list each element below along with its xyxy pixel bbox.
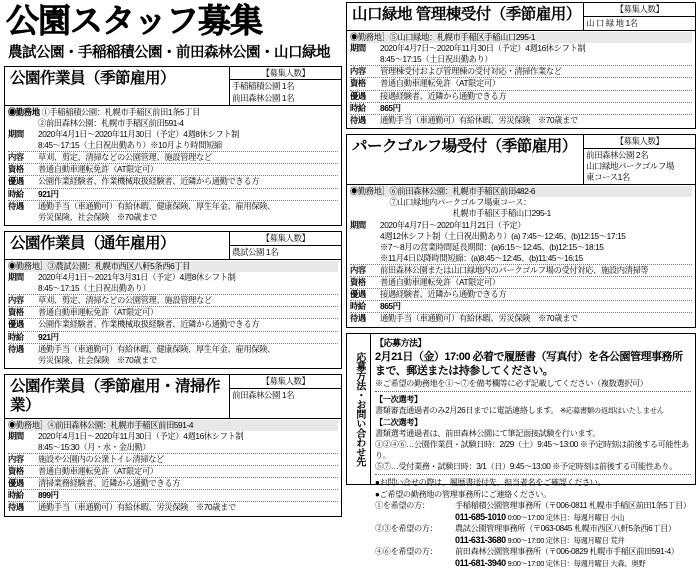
count-body <box>584 149 695 185</box>
preference-label: 優遇 <box>8 176 24 187</box>
first-screening-heading: 【一次選考】 <box>375 395 422 405</box>
qualification-label: 資格 <box>350 277 366 288</box>
job-details <box>347 31 695 128</box>
count-item: 農試公園 1名 <box>232 246 279 257</box>
preference-text: 公園作業経験者、作業機械取扱経験者、近隣から通勤できる方 <box>38 319 260 330</box>
second-screening-line: ⑤⑦…受付業務・試験日時：3/1（日）9:45～13:00 ※予定時刻は前後する可能性あり。 <box>375 462 677 472</box>
place-text: ◉勤務地］③農試公園：札幌市西区八軒5条西6丁目 <box>8 261 338 272</box>
detail-place <box>350 186 692 197</box>
job-details <box>5 260 341 368</box>
contact-org: 前田森林公園管理事務所（〒006-0829 札幌市手稲区前田591-4） <box>455 547 679 557</box>
detail-place <box>350 197 692 208</box>
place-text: ◉勤務地］⑥前田森林公園：札幌市手稲区前田482-6 <box>350 186 692 197</box>
contact-item-phone <box>375 534 691 546</box>
period-text: 8:45～15:30（月・水・金出勤） <box>38 441 151 452</box>
wage-value: 921円 <box>38 188 59 199</box>
detail-treatment <box>8 344 338 366</box>
job-card-header <box>5 232 341 260</box>
preference-label: 優遇 <box>8 478 24 489</box>
job-title: 公園作業員（通年雇用） <box>10 234 176 252</box>
preference-text: 接遇経験者、近隣から通勤できる方 <box>380 90 507 101</box>
period-text: 2020年4月7日～2020年11月21日（予定） <box>380 219 526 230</box>
detail-wage <box>8 490 338 502</box>
period-label: 期間 <box>8 430 24 441</box>
place-text: 札幌市手稲区手稲山口295-1 <box>350 208 551 219</box>
preference-text: 公園作業経験者、作業機械取扱経験者、近隣から通勤できる方 <box>38 176 260 187</box>
apply-and-contact-box <box>346 333 696 569</box>
detail-qualification <box>350 78 692 90</box>
contact-hours: 9:00～17:00 定休日：毎週月曜日 <box>507 535 609 545</box>
place-label: ◉勤務地 <box>8 106 40 117</box>
contact-bullet: ●ご希望の勤務地の管理事務所にご連絡ください。 <box>375 489 551 499</box>
detail-period <box>8 431 338 454</box>
count-item: 山 口 緑 地 1名 <box>586 17 638 28</box>
treatment-text: 通勤手当（車通勤可）有給休暇、健康保険、厚生年金、雇用保険、 <box>38 343 275 354</box>
contact-item-phone <box>375 511 691 523</box>
left-column <box>4 2 342 522</box>
treatment-label: 待遇 <box>350 114 366 125</box>
detail-preference <box>8 478 338 490</box>
job-card <box>346 2 696 129</box>
detail-place <box>350 32 692 43</box>
contact-person: 小山 <box>610 512 625 522</box>
contact-bullet: ●お問い合せの際は、履歴書送付先、担当者名をご確認ください。 <box>375 478 606 488</box>
qualification-label: 資格 <box>8 307 24 318</box>
treatment-label: 待遇 <box>350 313 366 324</box>
job-title: パークゴルフ場受付（季節雇用） <box>352 137 577 155</box>
count-label: 【募集人数】 <box>584 3 695 17</box>
contact-item <box>375 523 691 534</box>
contact-person: 荒井 <box>610 535 625 545</box>
job-details <box>347 185 695 326</box>
divider <box>375 391 691 392</box>
place-text: ◉勤務地］④前田森林公園：札幌市手稲区前田591-4 <box>8 420 338 431</box>
contact-org: 手稲稲積公園管理事務所（〒006-0811 札幌市手稲区前田1条5丁目） <box>455 500 691 510</box>
wage-value: 921円 <box>38 331 59 342</box>
detail-place <box>8 107 338 118</box>
detail-period <box>8 129 338 152</box>
content-label: 内容 <box>350 66 366 77</box>
contact-target: ①を希望の方： <box>375 500 430 510</box>
detail-wage <box>8 332 338 344</box>
period-text: 2020年4月1日～2020年11月30日（予定）4週16休シフト制 <box>38 430 244 441</box>
detail-preference <box>8 176 338 188</box>
period-text: 8:45～17:15（土日祝出勤あり） <box>380 54 493 65</box>
treatment-label: 待遇 <box>8 200 24 211</box>
content-text: 施設や公園内の公衆トイレ清掃など <box>38 453 164 464</box>
place-text: ◉勤務地］⑤山口緑地：札幌市手稲区手稲山口295-1 <box>350 32 692 43</box>
period-text: 2020年4月1日～2021年3月31日（予定）4週8休シフト制 <box>38 272 236 282</box>
contact-hours: 0:00～17:00 定休日：毎週月曜日 <box>507 512 609 522</box>
qualification-text: 普通自動車運転免許（AT限定可） <box>380 78 500 89</box>
qualification-label: 資格 <box>8 164 24 175</box>
first-screening-main: 書類審査通過者のみ2月26日までに電話連絡します。 <box>375 406 559 416</box>
count-label: 【募集人数】 <box>230 67 341 81</box>
apply-heading: 【応募方法】 <box>375 337 427 348</box>
detail-content <box>350 265 692 277</box>
count-box <box>229 232 341 259</box>
contact-list <box>375 500 691 569</box>
detail-wage <box>8 189 338 201</box>
page-title: 公園スタッフ募集 <box>6 1 262 40</box>
page-subtitle: 農試公園・手稲稲積公園・前田森林公園・山口緑地 <box>8 44 330 61</box>
detail-place <box>350 208 692 219</box>
period-text: 8:45～17:15（土日祝出勤あり） <box>38 283 151 294</box>
count-item: 手稲稲積公園 1名 <box>232 81 295 92</box>
apply-sidebar-text: 応募方法・お問い合わせ先 <box>353 351 365 466</box>
job-card <box>4 231 342 369</box>
detail-preference <box>8 319 338 331</box>
qualification-text: 普通自動車運転免許（AT限定可） <box>380 277 500 288</box>
detail-place <box>8 420 338 431</box>
treatment-text: 通勤手当（車通勤可）有給休暇、労災保険 ※70歳まで <box>380 313 578 324</box>
wage-value: 899円 <box>38 490 59 501</box>
period-text: ※11月4日以降時間短縮：(a)8:45～12:45、(b)11:45～16:15 <box>380 252 583 263</box>
detail-content <box>350 66 692 78</box>
preference-label: 優遇 <box>350 289 366 300</box>
qualification-text: 普通自動車運転免許（AT限定可） <box>38 307 158 318</box>
treatment-text: 労災保険、社会保険 ※70歳まで <box>38 354 157 365</box>
qualification-text: 普通自動車運転免許（AT限定可） <box>38 466 158 477</box>
contact-item <box>375 500 691 511</box>
treatment-text: 労災保険、社会保険 ※70歳まで <box>38 211 157 222</box>
count-box <box>583 135 695 184</box>
right-column <box>346 2 696 569</box>
period-label: 期間 <box>350 219 366 230</box>
count-item: 山口緑地パークゴルフ場 <box>586 160 674 171</box>
count-item: 前田森林公園 1名 <box>232 389 295 400</box>
job-card-header <box>5 375 341 419</box>
detail-treatment <box>350 313 692 324</box>
detail-wage <box>350 301 692 313</box>
detail-treatment <box>8 201 338 223</box>
treatment-text: 通勤手当（車通勤可）有給休暇、労災保険 ※70歳まで <box>38 502 236 513</box>
period-text: 4週12休シフト制（土日祝出勤あり）(a) 7:45～12:45、(b)12:15～17:15 <box>380 230 626 241</box>
job-card <box>346 134 696 328</box>
apply-sidebar-label <box>347 334 371 484</box>
period-text: 8:45～17:15（土日祝出勤あり）※10月より時間短縮 <box>38 140 222 151</box>
contact-target: ④⑥を希望の方： <box>375 547 438 557</box>
period-text: ※7～8月の営業時間延長期間：(a)6:15～12:45、(b)12:15～18:15 <box>380 241 604 252</box>
job-details <box>5 106 341 225</box>
period-label: 期間 <box>8 129 24 140</box>
contact-target: ②③を希望の方： <box>375 523 438 533</box>
apply-body <box>371 334 695 569</box>
place-text: ①手稲稲積公園：札幌市手稲区前田1条5丁目 <box>41 106 200 117</box>
detail-place <box>8 261 338 272</box>
count-item: 前田森林公園 1名 <box>232 92 295 103</box>
preference-label: 優遇 <box>350 90 366 101</box>
contact-item <box>375 546 691 557</box>
detail-treatment <box>8 502 338 513</box>
count-label: 【募集人数】 <box>584 135 695 149</box>
wage-label: 時給 <box>8 490 24 501</box>
period-text: 2020年4月7日～2020年11月30日（予定）4週16休シフト制 <box>380 43 586 54</box>
count-body <box>230 246 341 259</box>
apply-deadline-note: ※ご希望の勤務地を①～⑦を備考欄等に必ず記載してください（複数選択可） <box>375 379 648 389</box>
period-text: 2020年4月1日～2020年11月30日（予定）4週8休シフト制 <box>38 129 240 140</box>
second-screening-text: 書類選考通過者は、前田森林公園にて筆記面接試験を行います。 <box>375 428 601 438</box>
contact-phone[interactable]: 011-631-3680 <box>455 534 506 545</box>
job-title: 山口緑地 管理棟受付（季節雇用） <box>352 6 581 23</box>
content-label: 内容 <box>8 152 24 163</box>
content-label: 内容 <box>350 265 366 276</box>
content-label: 内容 <box>8 295 24 306</box>
detail-wage <box>350 103 692 115</box>
contact-org: 農試公園管理事務所（〒063-0845 札幌市西区八軒5条西6丁目） <box>455 523 676 533</box>
detail-place <box>8 118 338 129</box>
wage-label: 時給 <box>350 301 366 312</box>
apply-deadline: 2月21日（金）17:00 必着で履歴書（写真付）を各公園管理事務所まで、郵送または持参してください。 <box>375 350 683 377</box>
count-body <box>584 17 695 30</box>
wage-value: 865円 <box>380 102 401 113</box>
job-card-header <box>5 67 341 106</box>
treatment-label: 待遇 <box>8 343 24 354</box>
count-item: 前田森林公園 2名 <box>586 149 649 160</box>
detail-qualification <box>8 307 338 319</box>
count-body <box>230 80 341 104</box>
job-card <box>4 374 342 517</box>
job-details <box>5 419 341 516</box>
treatment-text: 通勤手当（車通勤可）有給休暇、労災保険 ※70歳まで <box>380 114 578 125</box>
first-screening-note: ※応募書類の返却はいたしません <box>560 406 664 416</box>
preference-text: 清掃業務経験者、近隣から通勤できる方 <box>38 478 181 489</box>
detail-period <box>350 220 692 265</box>
detail-preference <box>350 289 692 301</box>
detail-content <box>8 454 338 466</box>
content-text: 草刈、剪定、清掃などの公園管理、施設管理など <box>38 295 212 306</box>
place-text: ②前田森林公園：札幌市手稲区前田591-4 <box>38 117 184 128</box>
qualification-label: 資格 <box>8 466 24 477</box>
job-title: 公園作業員（季節雇用） <box>10 69 176 87</box>
count-label: 【募集人数】 <box>230 232 341 246</box>
count-box <box>583 3 695 30</box>
job-title: 公園作業員（季節雇用・清掃作業） <box>10 377 221 415</box>
job-card <box>4 66 342 226</box>
job-card-header <box>347 3 695 31</box>
contact-item-phone <box>375 557 691 569</box>
period-label: 期間 <box>350 43 366 54</box>
contact-hours: 9:00～17:00 定休日：毎週月曜日 <box>507 559 609 569</box>
count-label: 【募集人数】 <box>230 375 341 389</box>
content-text: 前田森林公園または山口緑地内のパークゴルフ場の受付対応、施設内清掃等 <box>380 265 649 276</box>
detail-content <box>8 152 338 164</box>
detail-preference <box>350 91 692 103</box>
wage-label: 時給 <box>8 331 24 342</box>
qualification-text: 普通自動車運転免許（AT限定可） <box>38 164 158 175</box>
period-label: 期間 <box>8 272 24 282</box>
second-screening-line: ①②④⑥…公園作業員・試験日時：2/29（土）9:45～13:00 ※予定時刻は前後する可能性あり。 <box>375 439 689 461</box>
treatment-text: 通勤手当（車通勤可）有給休暇、健康保険、厚生年金、雇用保険、 <box>38 200 275 211</box>
place-text: ⑦山口緑地内パークゴルフ場東コース： <box>350 197 532 208</box>
first-screening-text <box>375 405 691 416</box>
job-card-header <box>347 135 695 185</box>
count-item: 東コース1名 <box>586 172 630 183</box>
contact-phone[interactable]: 011-681-3940 <box>455 558 506 569</box>
wage-label: 時給 <box>350 102 366 113</box>
content-label: 内容 <box>8 453 24 464</box>
treatment-label: 待遇 <box>8 502 24 513</box>
qualification-label: 資格 <box>350 78 366 89</box>
detail-period <box>8 272 338 295</box>
detail-treatment <box>350 115 692 126</box>
content-text: 草刈、剪定、清掃などの公園管理、施設管理など <box>38 152 212 163</box>
contact-phone[interactable]: 011-685-1010 <box>455 511 506 522</box>
detail-qualification <box>8 466 338 478</box>
count-box <box>229 67 341 105</box>
wage-value: 865円 <box>380 301 401 312</box>
detail-content <box>8 295 338 307</box>
detail-qualification <box>8 164 338 176</box>
wage-label: 時給 <box>8 188 24 199</box>
contact-person: 大森、奥野 <box>610 559 646 569</box>
divider <box>375 474 691 475</box>
count-body <box>230 389 341 418</box>
detail-period <box>350 43 692 66</box>
preference-text: 接遇経験者、近隣から通勤できる方 <box>380 289 507 300</box>
second-screening-heading: 【二次選考】 <box>375 417 422 427</box>
content-text: 管理棟受付および管理棟の受付対応・清掃作業など <box>380 66 562 77</box>
count-box <box>229 375 341 418</box>
preference-label: 優遇 <box>8 319 24 330</box>
detail-qualification <box>350 277 692 289</box>
